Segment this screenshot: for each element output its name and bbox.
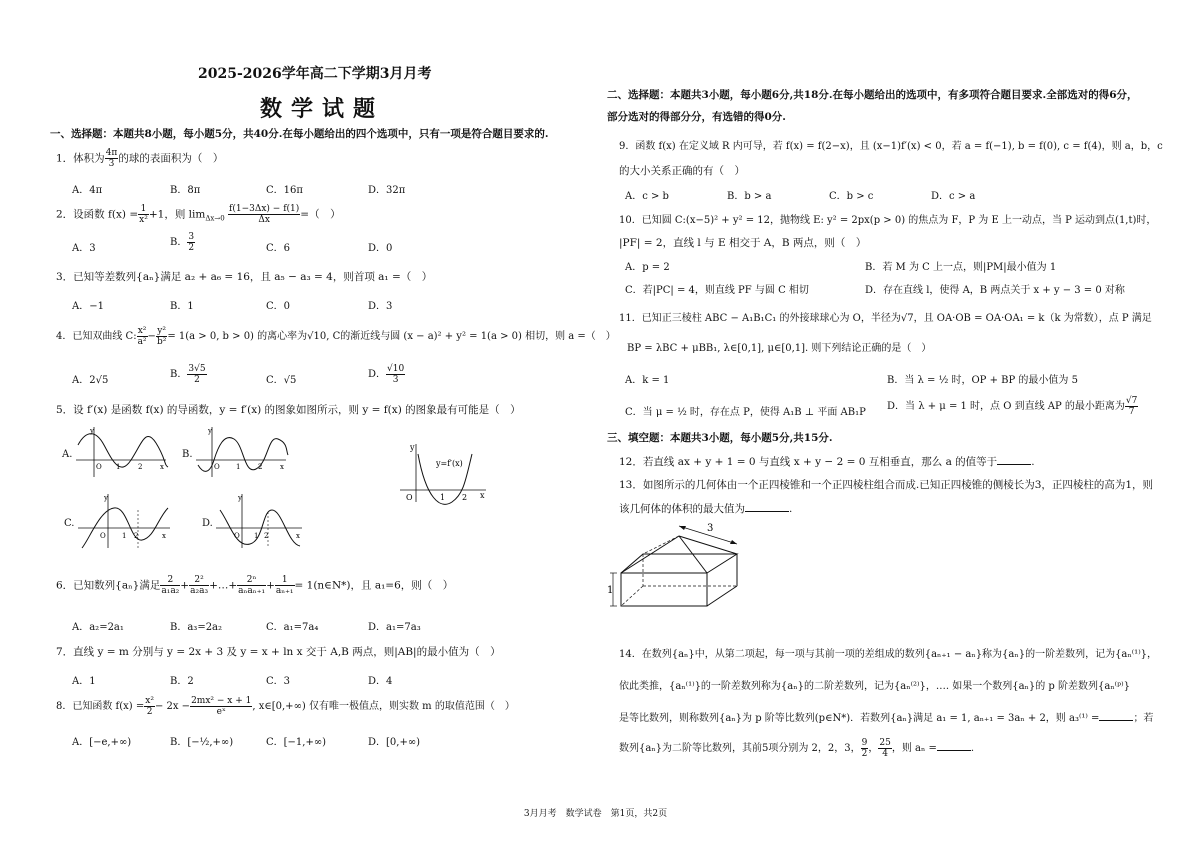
section2-heading-line1: 二、选择题：本题共3小题，每小题6分,共18分.在每小题给出的选项中，有多项符合题目要求.全部选对的得6分， — [607, 89, 1138, 101]
q5-label-c[interactable]: C. — [64, 518, 75, 529]
q13-answer-blank[interactable] — [745, 501, 789, 512]
svg-text:x: x — [160, 463, 164, 471]
section2-heading-line2: 部分选对的得部分分，有选错的得0分. — [607, 111, 786, 123]
q1-option-a[interactable]: A．4π — [72, 185, 103, 196]
q2-option-d[interactable]: D．0 — [368, 243, 393, 254]
q9-stem-line2: 的大小关系正确的有（ ） — [619, 165, 745, 177]
q4-stem: 4．已知双曲线 C: $\frac{\text{x²}}{\text{a²}}$ − $\frac{\text{y²}}{\text{b²}}$ = 1(a > 0, b > 0) 的离心率为√10, C的渐近线与圆 (x − a)² + y² = 1(a > 0) 相切，则 a =（ ） — [56, 326, 616, 347]
q5-fprime-graph — [400, 440, 490, 505]
q10-stem-line1: 10．已知圆 C:(x−5)² + y² = 12，抛物线 E: y² = 2px(p > 0) 的焦点为 F，P 为 E 上一动点，当 P 运动到点(1,t)时， — [619, 215, 1157, 226]
svg-text:x: x — [280, 463, 284, 471]
q2-option-b[interactable]: B． $\frac{3}{2}$ — [170, 232, 195, 253]
q5-graph-label: y=f′(x) — [436, 459, 463, 468]
svg-text:1: 1 — [254, 532, 259, 540]
q5-label-b[interactable]: B. — [182, 449, 193, 460]
q3-option-c[interactable]: C．0 — [266, 301, 291, 312]
q7-option-d[interactable]: D．4 — [368, 676, 393, 687]
subject-title: 数学试题 — [260, 96, 385, 122]
q1-option-b[interactable]: B．8π — [170, 185, 201, 196]
q8-option-a[interactable]: A．[−e,+∞) — [72, 737, 132, 748]
q4-option-b[interactable]: B． $\frac{3√5}{2}$ — [170, 364, 206, 385]
section3-heading: 三、填空题：本题共3小题，每小题5分,共15分. — [607, 432, 833, 444]
q13-solid-figure — [607, 520, 757, 612]
q2-option-c[interactable]: C．6 — [266, 243, 291, 254]
q9-option-c[interactable]: C．b > c — [829, 191, 874, 202]
q11-option-b[interactable]: B．当 λ = ½ 时，OP + BP 的最小值为 5 — [887, 375, 1078, 386]
q12-answer-blank[interactable] — [997, 454, 1031, 465]
q7-option-a[interactable]: A．1 — [72, 676, 96, 687]
q14-stem-line4: 数列{aₙ}为二阶等比数列，其前5项分别为 2，2，3， $\frac{9}{2}$ ， $\frac{25}{4}$ ，则 aₙ = . — [619, 738, 975, 759]
q13-stem-line1: 13．如图所示的几何体由一个正四棱锥和一个正四棱柱组合而成.已知正四棱锥的侧棱长为3，正四棱柱的高为1，则 — [619, 479, 1154, 491]
svg-text:2: 2 — [134, 532, 139, 540]
q14-answer-blank-2[interactable] — [937, 740, 971, 751]
q8-option-c[interactable]: C．[−1,+∞) — [266, 737, 327, 748]
svg-text:1: 1 — [122, 532, 127, 540]
q10-stem-line2: |PF| = 2，直线 l 与 E 相交于 A，B 两点，则（ ） — [619, 237, 867, 249]
exam-title: 2025-2026学年高二下学期3月月考 — [198, 66, 432, 82]
q5-label-a[interactable]: A. — [62, 449, 73, 460]
q5-graph-a[interactable] — [76, 425, 171, 480]
svg-text:y: y — [238, 494, 242, 502]
q6-stem: 6．已知数列{aₙ}满足 $\frac{2}{\text{a₁a₂}}$ + $\frac{\text{2²}}{\text{a₂a₃}}$ +…+ $\frac{\text{2ⁿ}}{\text{aₙaₙ₊₁}}$ + $\frac{1}{\text{aₙ₊₁}}$ = 1(n∈N*)，且 a₁=6，则（ ） — [56, 575, 454, 596]
q7-option-b[interactable]: B．2 — [170, 676, 194, 687]
q9-option-b[interactable]: B．b > a — [727, 191, 772, 202]
svg-text:x: x — [296, 532, 300, 540]
q9-stem-line1: 9．函数 f(x) 在定义域 R 内可导，若 f(x) = f(2−x)，且 (x−1)f′(x) < 0，若 a = f(−1), b = f(0), c = f(4)，则 a，b，c — [619, 141, 1163, 152]
q11-option-c[interactable]: C．当 μ = ½ 时，存在点 P，使得 A₁B ⊥ 平面 AB₁P — [625, 407, 866, 418]
q8-option-d[interactable]: D．[0,+∞) — [368, 737, 421, 748]
svg-text:O: O — [214, 463, 220, 471]
q14-stem-line1: 14．在数列{aₙ}中，从第二项起，每一项与其前一项的差组成的数列{aₙ₊₁ − aₙ}称为{aₙ}的一阶差数列，记为{aₙ⁽¹⁾}， — [619, 649, 1158, 660]
q2-stem: 2．设函数 f(x) = $\frac{1}{\text{x²}}$ +1，则 $\lim_{\Delta x\to 0}$ $\frac{f(1-3\Delta x) - f(1)}{\Delta x}$ =（ ） — [56, 204, 341, 225]
svg-text:y: y — [208, 427, 212, 435]
q7-stem: 7．直线 y = m 分别与 y = 2x + 3 及 y = x + ln x 交于 A,B 两点，则|AB|的最小值为（ ） — [56, 646, 501, 658]
svg-text:y: y — [410, 443, 415, 452]
svg-text:2: 2 — [138, 463, 143, 471]
q1-stem: 1．体积为 $\frac{4\pi}{3}$ 的球的表面积为（ ） — [56, 148, 224, 169]
q3-option-d[interactable]: D．3 — [368, 301, 393, 312]
q11-stem-line1: 11．已知正三棱柱 ABC − A₁B₁C₁ 的外接球球心为 O，半径为√7，且 OA·OB = OA·OA₁ = k（k 为常数），点 P 满足 — [619, 313, 1152, 324]
svg-text:O: O — [234, 532, 240, 540]
q6-option-a[interactable]: A．a₂=2a₁ — [72, 622, 124, 633]
svg-text:1: 1 — [116, 463, 121, 471]
q8-option-b[interactable]: B．[−½,+∞) — [170, 737, 234, 748]
q3-stem: 3．已知等差数列{aₙ}满足 a₂ + a₆ = 16，且 a₅ − a₃ = 4，则首项 a₁ =（ ） — [56, 271, 433, 283]
q2-option-a[interactable]: A．3 — [72, 243, 96, 254]
q5-label-d[interactable]: D. — [202, 518, 213, 529]
q10-option-c[interactable]: C．若|PC| = 4，则直线 PF 与圆 C 相切 — [625, 285, 809, 296]
svg-text:y: y — [104, 494, 108, 502]
page-footer: 3月月考 数学试卷 第1页，共2页 — [523, 809, 668, 819]
q1-option-c[interactable]: C．16π — [266, 185, 303, 196]
q14-stem-line3: 是等比数列，则称数列{aₙ}为 p 阶等比数列(p∈N*)．若数列{aₙ}满足 a₁ = 1, aₙ₊₁ = 3aₙ + 2，则 a₃⁽¹⁾ = ；若 — [619, 709, 1153, 724]
svg-text:x: x — [162, 532, 166, 540]
svg-text:O: O — [100, 532, 106, 540]
q5-stem: 5．设 f′(x) 是函数 f(x) 的导函数，y = f′(x) 的图象如图所示，则 y = f(x) 的图象最有可能是（ ） — [56, 404, 521, 416]
q12-stem: 12．若直线 ax + y + 1 = 0 与直线 x + y − 2 = 0 互相垂直，那么 a 的值等于 . — [619, 456, 1035, 468]
q10-option-a[interactable]: A．p = 2 — [625, 262, 670, 273]
q13-stem-line2: 该几何体的体积的最大值为 . — [619, 503, 793, 515]
svg-text:2: 2 — [462, 493, 468, 502]
svg-text:1: 1 — [440, 493, 446, 502]
q4-option-c[interactable]: C．√5 — [266, 375, 297, 386]
q11-option-d[interactable]: D．当 λ + μ = 1 时，点 O 到直线 AP 的最小距离为 $\frac{√7}{7}$ — [887, 396, 1138, 417]
q3-option-a[interactable]: A．−1 — [72, 301, 104, 312]
q1-option-d[interactable]: D．32π — [368, 185, 406, 196]
q5-graph-d[interactable] — [216, 490, 306, 550]
q14-stem-line2: 依此类推，{aₙ⁽¹⁾}的一阶差数列称为{aₙ}的二阶差数列，记为{aₙ⁽²⁾}，…. 如果一个数列{aₙ}的 p 阶差数列{aₙ⁽ᵖ⁾} — [619, 681, 1130, 692]
q9-option-a[interactable]: A．c > b — [625, 191, 669, 202]
q6-option-c[interactable]: C．a₁=7a₄ — [266, 622, 319, 633]
q10-option-b[interactable]: B．若 M 为 C 上一点，则|PM|最小值为 1 — [865, 262, 1057, 273]
q4-option-a[interactable]: A．2√5 — [72, 375, 109, 386]
svg-text:O: O — [96, 463, 102, 471]
svg-text:O: O — [406, 493, 413, 502]
q13-label-3: 3 — [707, 523, 714, 534]
q11-option-a[interactable]: A．k = 1 — [625, 375, 670, 386]
q5-graph-b[interactable] — [196, 425, 291, 480]
q3-option-b[interactable]: B．1 — [170, 301, 194, 312]
q6-option-d[interactable]: D．a₁=7a₃ — [368, 622, 421, 633]
svg-text:1: 1 — [236, 463, 241, 471]
svg-text:2: 2 — [264, 532, 269, 540]
q11-stem-line2: BP = λBC + μBB₁, λ∈[0,1], μ∈[0,1]. 则下列结论正确的是（ ） — [627, 343, 932, 354]
q6-option-b[interactable]: B．a₃=2a₂ — [170, 622, 223, 633]
q14-answer-blank-1[interactable] — [1099, 710, 1133, 721]
q10-option-d[interactable]: D．存在直线 l，使得 A，B 两点关于 x + y − 3 = 0 对称 — [865, 285, 1125, 296]
q4-option-d[interactable]: D． $\frac{√10}{3}$ — [368, 364, 405, 385]
svg-text:y: y — [90, 427, 94, 435]
svg-text:2: 2 — [258, 463, 263, 471]
q5-graph-c[interactable] — [78, 490, 173, 550]
q9-option-d[interactable]: D．c > a — [931, 191, 976, 202]
q13-label-1: 1 — [607, 585, 614, 596]
section1-heading: 一、选择题：本题共8小题，每小题5分，共40分.在每小题给出的四个选项中，只有一项是符合题目要求的. — [50, 128, 549, 140]
svg-text:x: x — [480, 491, 485, 500]
q8-stem: 8．已知函数 f(x) = $\frac{\text{x²}}{2}$ − 2x − $\frac{\text{2mx² − x + 1}}{\text{eˣ}}$ , x∈[0,+∞) 仅有唯一极值点，则实数 m 的取值范围（ ） — [56, 696, 515, 717]
q7-option-c[interactable]: C．3 — [266, 676, 291, 687]
